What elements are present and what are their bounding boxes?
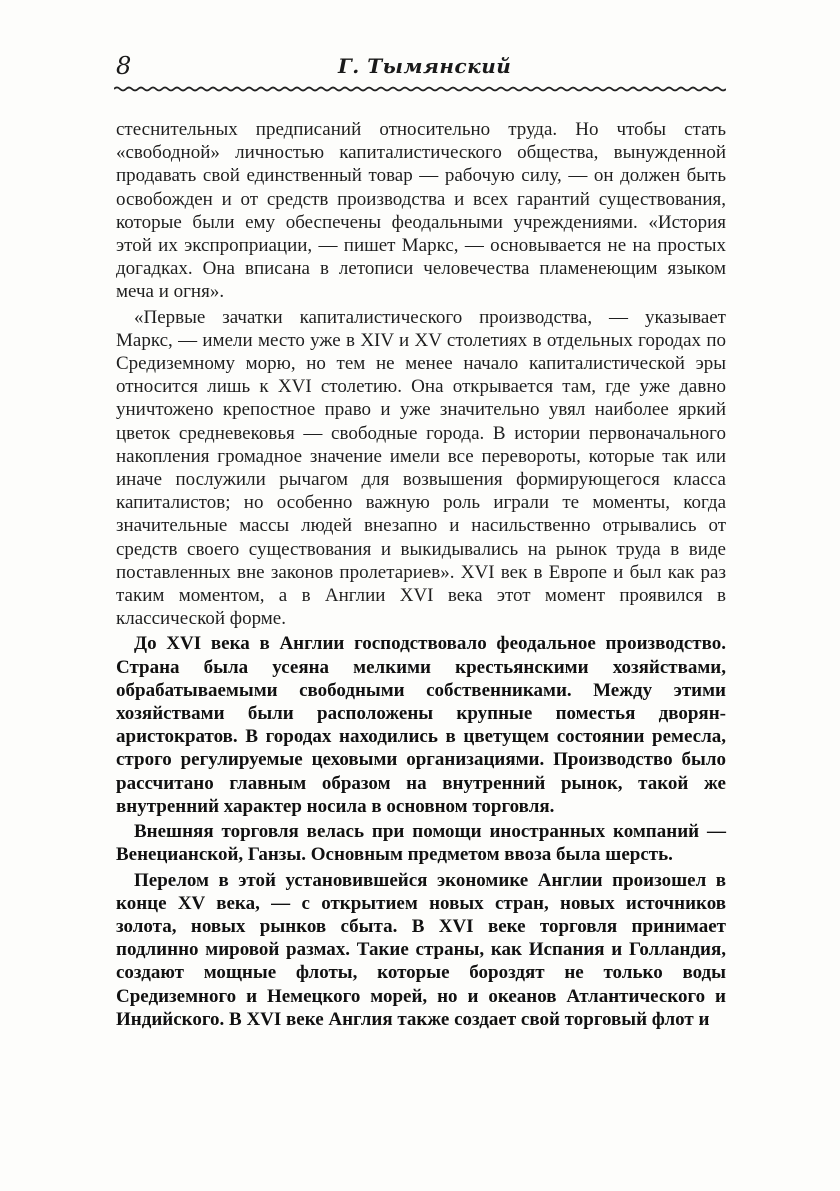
paragraph-1: стеснительных предписаний относительно труда. Но чтобы стать «свободной» личностью капиталистического общества, вынужденной продавать свой единственный товар — рабочую силу, — он должен быть освобожден и от средств производства и всех гарантий существования, которые были ему обеспечены феодальными учреждениями. «История этой их экспроприации, — пишет Маркс, — основывается не на простых догадках. Она вписана в летописи человечества пламенеющим языком меча и огня». [116,119,726,303]
page-number: 8 [116,52,132,80]
paragraph-5: Перелом в этой установившейся экономике Англии произошел в конце XV века, — с открытием новых стран, новых источников золота, новых рынков сбыта. В XVI веке торговля принимает подлинно мировой размах. Такие страны, как Испания и Голландия, создают мощные флоты, которые бороздят не только воды Средиземного и Немецкого морей, но и океанов Атлантического и Индийского. В XVI веке Англия также создает свой торговый флот и [116,869,726,1030]
page-header [112,48,728,88]
paragraph-2: «Первые зачатки капиталистического производства, — указывает Маркс, — имели место уже в XIV и XV столетиях в отдельных городах по Средиземному морю, но тем не менее начало капиталистической эры относится лишь к XVI столетию. Она открывается там, где уже давно уничтожено крепостное право и уже значительно увял наиболее яркий цветок средневековья — свободные города. В истории первоначального накопления громадное значение имели все перевороты, которые так или иначе послужили рычагом для возвышения формирующегося класса капиталистов; но особенно важную роль играли те моменты, когда значительные массы людей внезапно и насильственно отрывались от средств своего существования и выкидывались на рынок труда в виде поставленных вне законов пролетариев». XVI век в Европе и был как раз таким моментом, а в Англии XVI века этот момент проявился в классической форме. [116,306,726,630]
running-title: Г. Тымянский [338,54,512,78]
paragraph-3: До XVI века в Англии господствовало феодальное производство. Страна была усеяна мелкими крестьянскими хозяйствами, обрабатываемыми свободными собственниками. Между этими хозяйствами были расположены крупные поместья дворян-аристократов. В городах находились в цветущем состоянии ремесла, строго регулируемые цеховыми организациями. Производство было рассчитано главным образом на внутренний рынок, такой же внутренний характер носила в основном торговля. [116,633,726,817]
paragraph-4: Внешняя торговля велась при помощи иностранных компаний — Венецианской, Ганзы. Основным предметом ввоза была шерсть. [116,821,726,866]
header-wavy-rule [114,86,726,92]
body-text [116,118,726,1031]
